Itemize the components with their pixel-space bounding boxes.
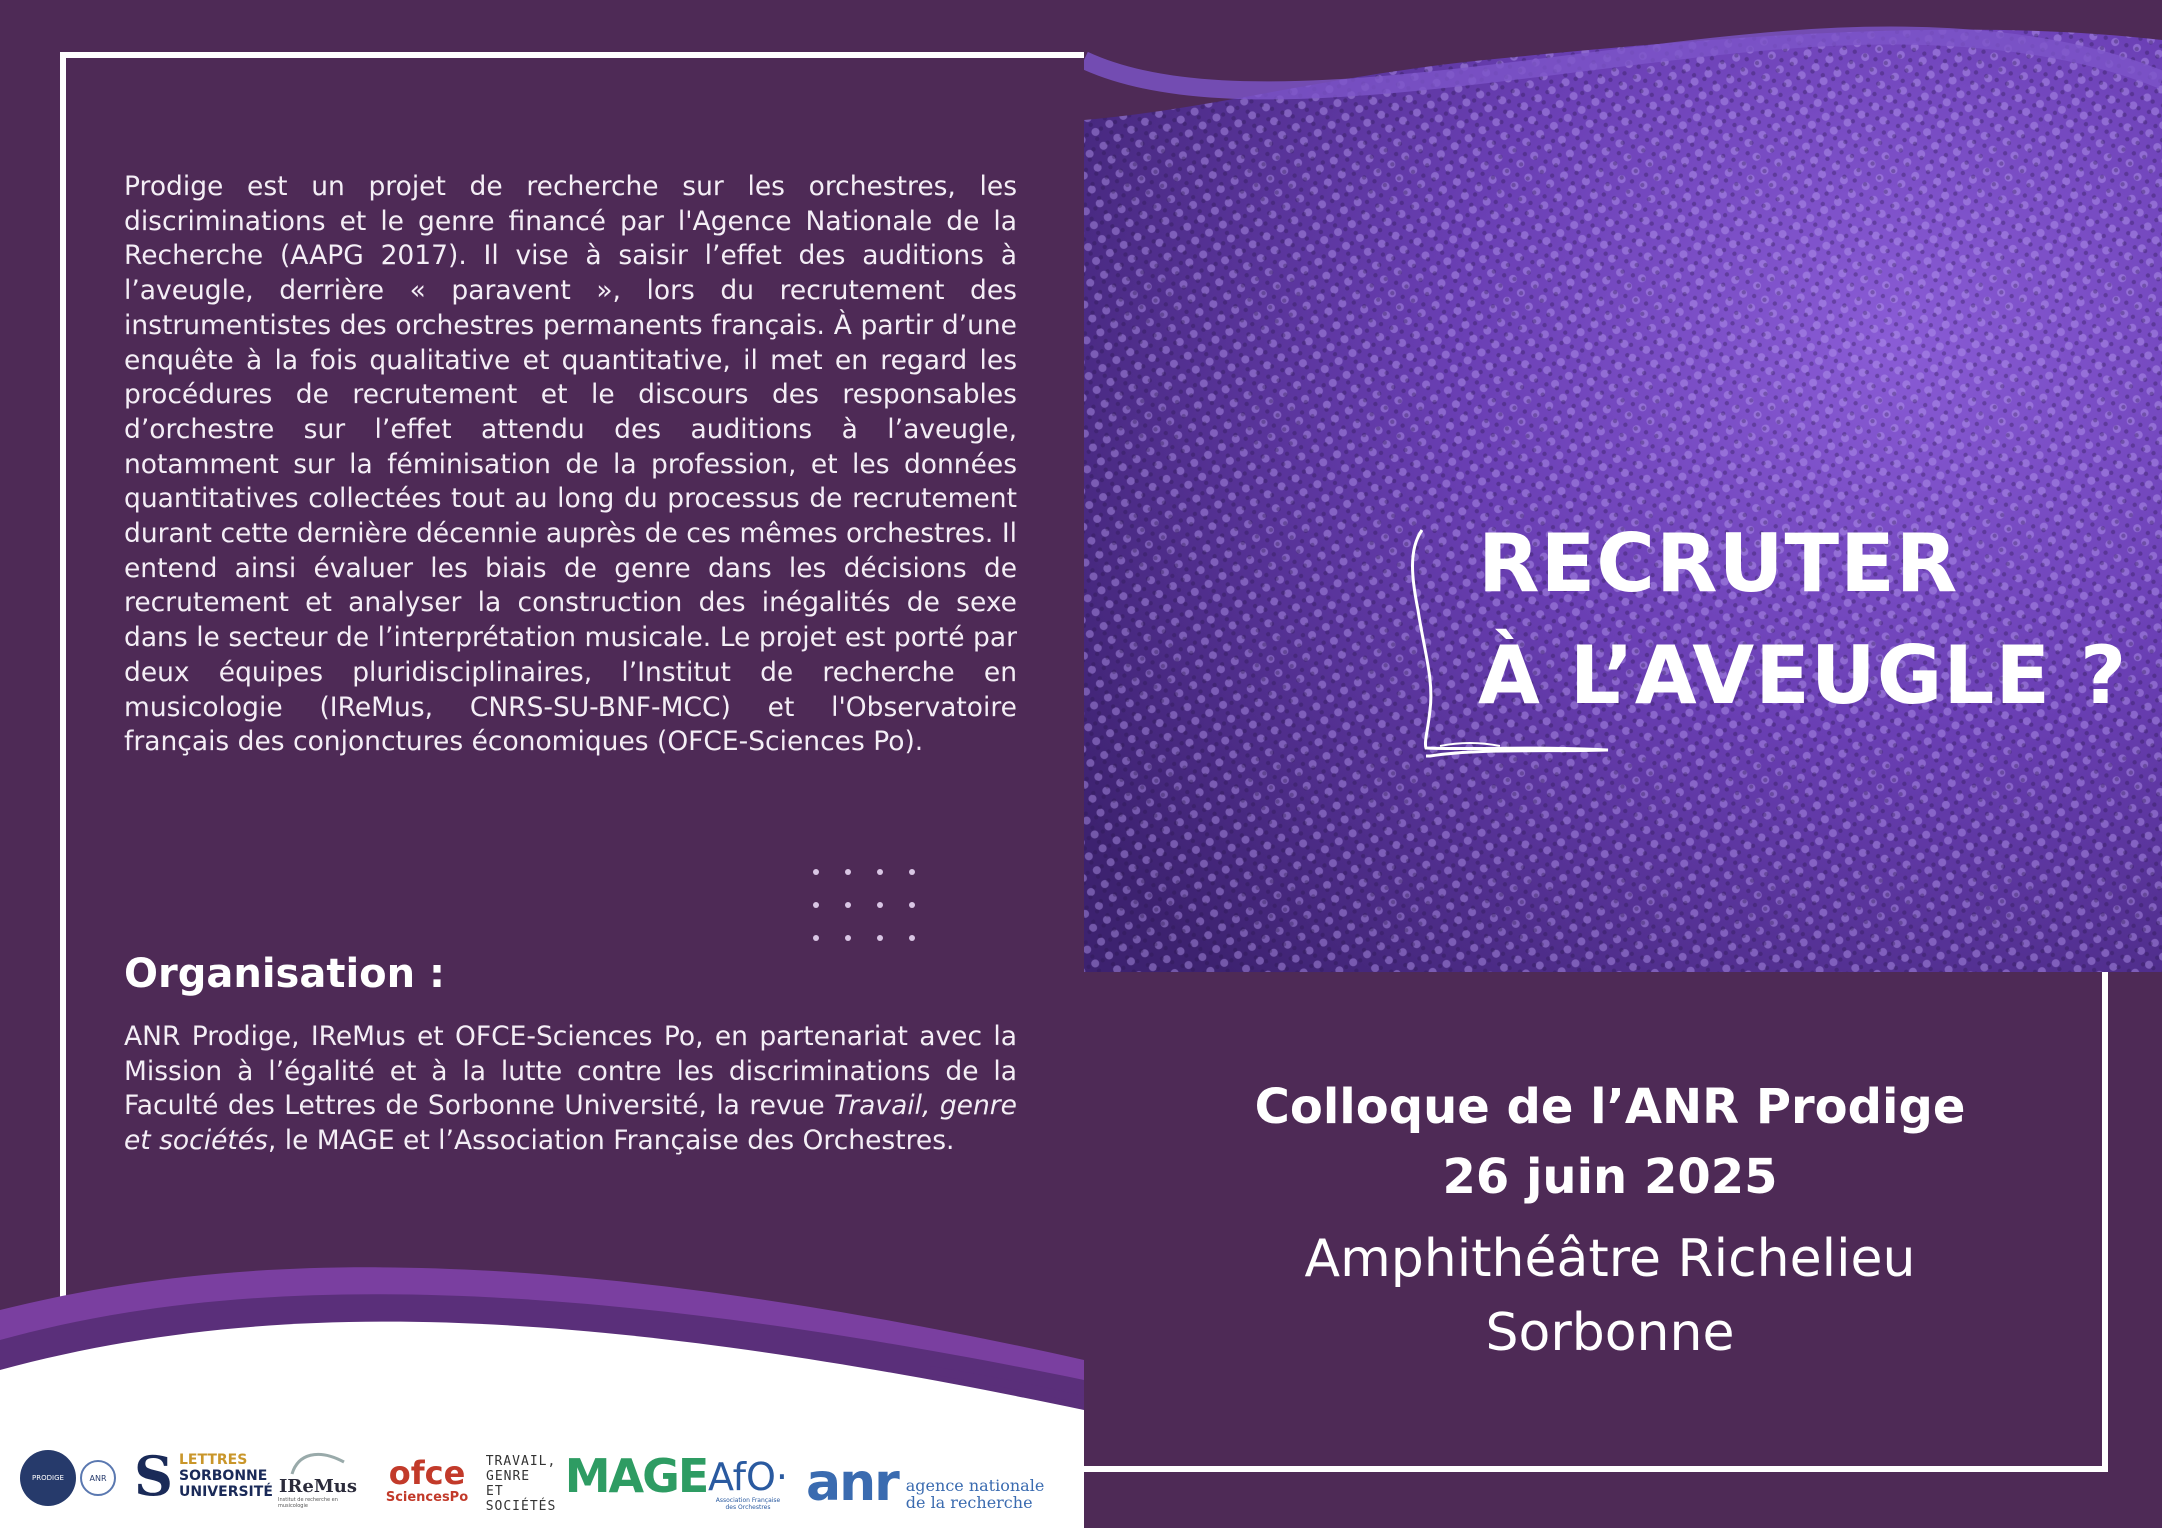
iremus-logo — [278, 1444, 358, 1514]
afo-subtext: Association Française des Orchestres — [715, 1497, 781, 1511]
ofce-logo — [382, 1450, 472, 1510]
mage-logo — [564, 1448, 708, 1504]
anr-prodige-seal — [80, 1460, 116, 1496]
tgs-line-3: SOCIÉTÉS — [485, 1499, 557, 1514]
main-title — [1478, 508, 2127, 732]
ofce-text: ofce — [388, 1453, 466, 1492]
sorbonne-line-1: LETTRES — [179, 1452, 248, 1468]
sorbonne-line-3: UNIVERSITÉ — [179, 1484, 273, 1500]
prodige-logo — [20, 1450, 76, 1506]
tgs-line-2: GENRE ET — [486, 1469, 531, 1499]
journal-title: Travail, genre et sociétés — [124, 1090, 1017, 1157]
partner-logos — [0, 1430, 1084, 1528]
organisation-text — [124, 1020, 1017, 1159]
sorbonne-lettres-logo — [134, 1446, 274, 1506]
organisation-text-end: , le MAGE et l’Association Française des Orchestres. — [267, 1125, 955, 1157]
organisation-heading: Organisation : — [124, 951, 446, 997]
anr-subtext — [906, 1477, 1045, 1511]
main-title-line-1: RECRUTER — [1478, 517, 1959, 610]
iremus-text: IReMus — [279, 1475, 357, 1497]
sorbonne-logo-text — [179, 1452, 273, 1500]
afo-text: AfO· — [708, 1455, 789, 1499]
anr-logo — [806, 1448, 1056, 1518]
afo-logo — [708, 1444, 789, 1524]
event-name: Colloque de l’ANR Prodige — [1254, 1079, 1966, 1135]
sorbonne-s-icon: S — [134, 1444, 173, 1508]
anr-sub-line-2: de la recherche — [905, 1493, 1033, 1512]
travail-genre-societes-logo — [486, 1454, 556, 1514]
dots-decoration — [806, 862, 926, 952]
event-details — [1220, 1072, 2000, 1370]
event-date: 26 juin 2025 — [1442, 1149, 1778, 1205]
iremus-swoosh-icon — [288, 1450, 348, 1476]
iremus-subtext: Institut de recherche en musicologie — [278, 1496, 338, 1509]
anr-seal-text: ANR — [89, 1473, 107, 1483]
anr-text: anr — [806, 1453, 898, 1513]
intro-paragraph: Prodige est un projet de recherche sur les orchestres, les discriminations et le genre financé par l'Agence Nationale de la Recherche (AAPG 2017). Il vise à saisir l’effet des auditions à l’aveugle, derrière « paravent », lors du recrutement des instrumentistes des orchestres permanents français. À partir d’une enquête à la fois qualitative et quantitative, il met en regard les procédures de recrutement et le discours des responsables d’orchestre sur l’effet attendu des auditions à l’aveugle, notamment sur la féminisation de la profession, et les données quantitatives collectées tout au long du processus de recrutement durant cette dernière décennie auprès de ces mêmes orchestres. Il entend ainsi évaluer les biais de genre dans les décisions de recrutement et analyser la construction des inégalités de sexe dans le secteur de l’interprétation musicale. Le projet est porté par deux équipes pluridisciplinaires, l’Institut de recherche en musicologie (IReMus, CNRS-SU-BNF-MCC) et l'Observatoire français des conjonctures économiques (OFCE-Sciences Po). — [124, 171, 1017, 758]
main-title-line-2: À L’AVEUGLE ? — [1478, 629, 2128, 722]
hero-texture-image — [1084, 0, 2162, 972]
prodige-logo-text: PRODIGE — [32, 1474, 64, 1482]
anr-sub-line-1: agence nationale — [905, 1476, 1045, 1495]
event-venue: Amphithéâtre Richelieu — [1304, 1229, 1916, 1289]
mage-text: MAGE — [564, 1449, 708, 1503]
organisation-text-start: ANR Prodige, IReMus et OFCE-Sciences Po, en partenariat avec la Mission à l’égalité et à la lutte contre les discriminations de la Faculté des Lettres de Sorbonne Université, la revue — [124, 1021, 1017, 1122]
tgs-line-1: TRAVAIL, — [485, 1454, 557, 1469]
event-location: Sorbonne — [1485, 1303, 1735, 1363]
ofce-subtext: SciencesPo — [385, 1489, 469, 1505]
sorbonne-line-2: SORBONNE — [179, 1468, 268, 1484]
